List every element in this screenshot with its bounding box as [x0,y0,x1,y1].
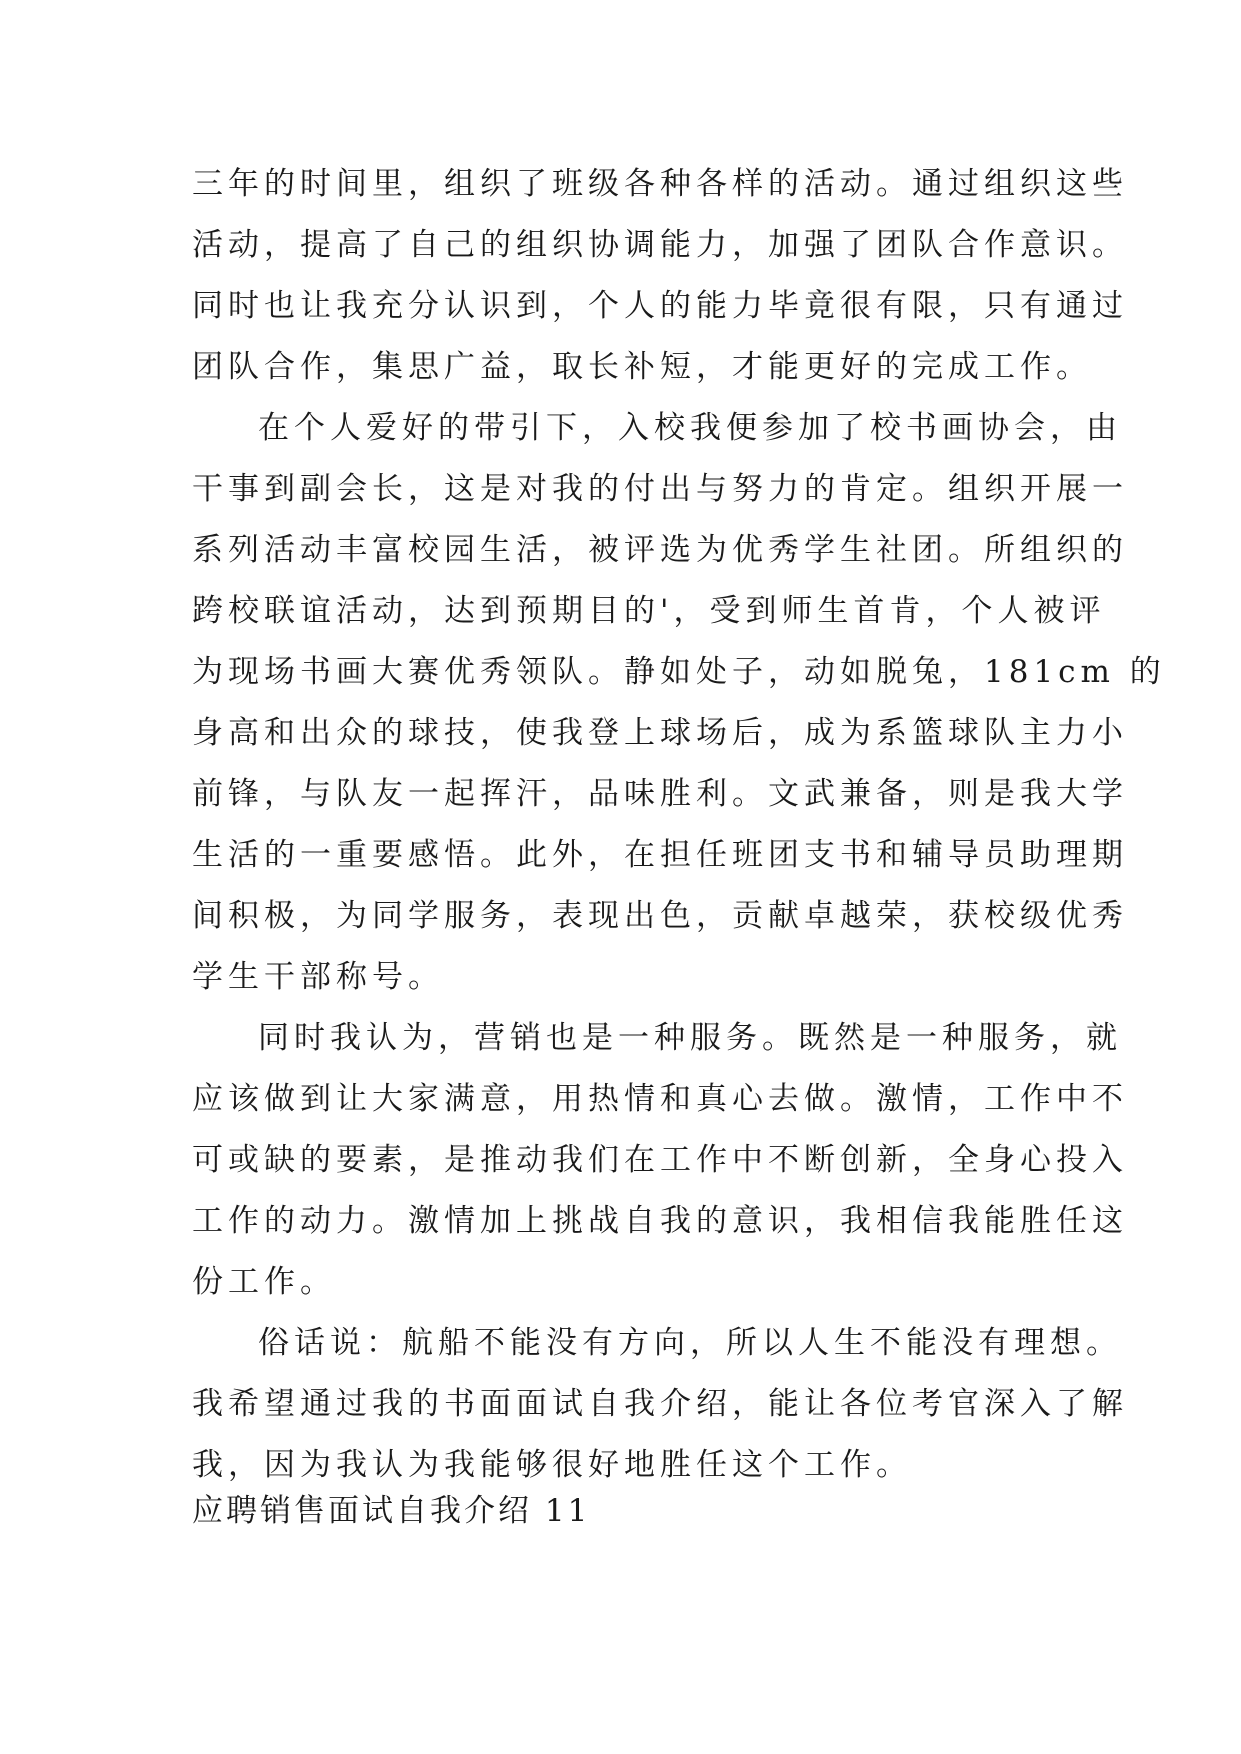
text-line: 学生干部称号。 [192,959,444,995]
text-line: 身高和出众的球技，使我登上球场后，成为系篮球队主力小 [192,715,1128,751]
paragraph-4 [192,1313,1128,1496]
text-line: 同时也让我充分认识到，个人的能力毕竟很有限，只有通过 [192,288,1128,324]
text-line: 团队合作，集思广益，取长补短，才能更好的完成工作。 [192,349,1092,385]
text-line: 可或缺的要素，是推动我们在工作中不断创新，全身心投入 [192,1142,1128,1178]
paragraph-2 [192,398,1166,1008]
text-line: 我，因为我认为我能够很好地胜任这个工作。 [192,1447,912,1483]
text-line: 干事到副会长，这是对我的付出与努力的肯定。组织开展一 [192,471,1128,507]
text-line: 份工作。 [192,1264,336,1300]
text-line: 间积极，为同学服务，表现出色，贡献卓越荣，获校级优秀 [192,898,1128,934]
text-line: 三年的时间里，组织了班级各种各样的活动。通过组织这些 [192,166,1128,202]
text-line: 活动，提高了自己的组织协调能力，加强了团队合作意识。 [192,227,1128,263]
text-line: 应该做到让大家满意，用热情和真心去做。激情，工作中不 [192,1081,1128,1117]
text-line: 同时我认为，营销也是一种服务。既然是一种服务，就 [258,1020,1122,1056]
document-body [192,154,1166,1496]
text-line: 我希望通过我的书面面试自我介绍，能让各位考官深入了解 [192,1386,1128,1422]
text-line: 前锋，与队友一起挥汗，品味胜利。文武兼备，则是我大学 [192,776,1128,812]
paragraph-3 [192,1008,1128,1313]
text-line: 为现场书画大赛优秀领队。静如处子，动如脱兔，181cm 的 [192,654,1166,690]
text-line: 生活的一重要感悟。此外，在担任班团支书和辅导员助理期 [192,837,1128,873]
text-line: 俗话说：航船不能没有方向，所以人生不能没有理想。 [258,1325,1122,1361]
paragraph-1 [192,154,1128,398]
text-line: 系列活动丰富校园生活，被评选为优秀学生社团。所组织的 [192,532,1128,568]
text-line: 跨校联谊活动，达到预期目的'，受到师生首肯，个人被评 [192,593,1106,629]
text-line: 在个人爱好的带引下，入校我便参加了校书画协会，由 [258,410,1122,446]
section-heading: 应聘销售面试自我介绍 11 [192,1493,591,1529]
text-line: 工作的动力。激情加上挑战自我的意识，我相信我能胜任这 [192,1203,1128,1239]
